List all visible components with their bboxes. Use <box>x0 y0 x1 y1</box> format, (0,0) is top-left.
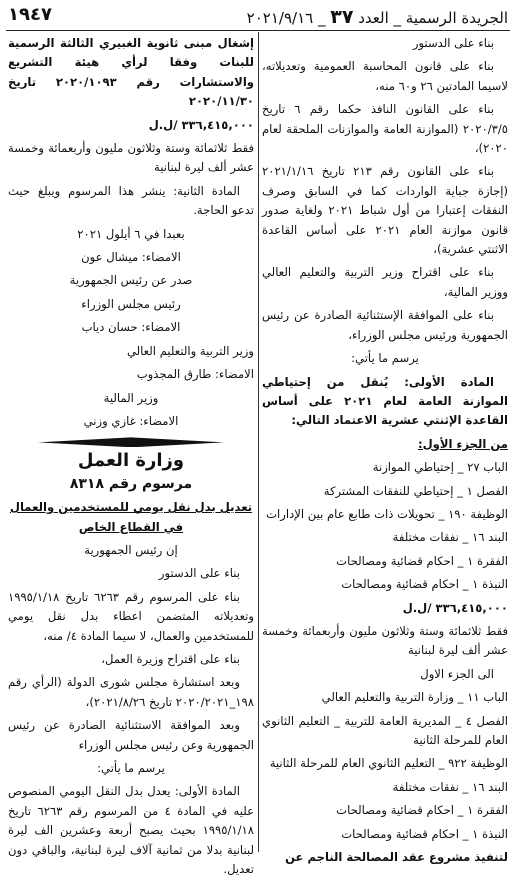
purpose-continued: إشغال مبنى ثانوية الغبيري الثالثة الرسمية للبنات وفقا لرأي هيئة التشريع والاستشارات رقم ٢٠٢٠/١٠٩٣ تاريخ ٢٠٢٠/١١/٣٠ <box>8 36 254 109</box>
signature: الامضاء: طارق المجذوب <box>136 367 254 382</box>
budget-line: الفصل ١ _ إحتياطي للنفقات المشتركة <box>323 483 508 498</box>
header-issue: ٣٧ <box>330 6 354 28</box>
amount: ٣٣٦,٤١٥,٠٠٠ /ل.ل <box>402 600 508 615</box>
amount-words: فقط ثلاثمائة وستة وثلاثون مليون وأربعمائة وخمسة عشر ألف ليرة لبنانية <box>8 141 254 175</box>
article-one: المادة الأولى: يعدل بدل النقل اليومي المنصوص عليه في المادة ٤ من المرسوم رقم ٦٢٦٣ تاريخ ١٩٩٥/١/١٨ بحيث يصبح أربعة وعشرين الف ليرة لبنانية بدلا من ثمانية آلاف ليرة لبنانية، والباقي دون تعديل. <box>8 784 254 877</box>
paragraph: بناء على القانون النافذ حكما رقم ٦ تاريخ ٢٠٢٠/٣/٥ (الموازنة العامة والموازنات الملحقة لعام ٢٠٢٠)، <box>262 102 508 156</box>
paragraph: بناء على الدستور <box>412 36 494 50</box>
paragraph: بناء على الدستور <box>158 566 240 581</box>
issued-by: صدر عن رئيس الجمهورية <box>69 273 193 288</box>
right-column <box>262 34 508 871</box>
signer-title: رئيس مجلس الوزراء <box>81 296 181 311</box>
president-line: إن رئيس الجمهورية <box>84 542 178 557</box>
budget-line: الفصل ٤ _ المديرية العامة للتربية _ التعليم الثانوي العام للمرحلة الثانية <box>262 713 508 747</box>
left-column <box>8 34 254 883</box>
ministry-heading: وزارة العمل <box>77 450 185 472</box>
header-title-line <box>247 6 508 28</box>
from-part: من الجزء الأول: <box>417 436 508 451</box>
paragraph: وبعد الموافقة الاستثنائية الصادرة عن رئيس الجمهورية وعن رئيس مجلس الوزراء <box>8 718 254 752</box>
budget-line: الباب ١١ _ وزارة التربية والتعليم العالي <box>321 690 508 705</box>
header-divider <box>6 30 510 31</box>
paragraph: بناء على القانون رقم ٢١٣ تاريخ ٢٠٢١/١/١٦ (إجازة جباية الواردات كما في السابق وصرف النفقات إعتبارا من أول شباط ٢٠٢١ ولغاية صدور قانون موازنة العام ٢٠٢١ على أساس القاعدة الاثنتي عشرية)، <box>262 164 508 257</box>
article-one: المادة الأولى: يُنقل من إحتياطي الموازنة العامة لعام ٢٠٢١ على أساس القاعدة الإثنتي عشرية الاعتماد التالي: <box>262 374 508 428</box>
section-separator <box>38 437 224 447</box>
to-part: الى الجزء الاول <box>420 666 494 681</box>
amount: ٣٣٦,٤١٥,٠٠٠ /ل.ل <box>148 117 254 132</box>
budget-line: الفقرة ١ _ احكام قضائية ومصالحات <box>336 803 508 818</box>
page-number: ١٩٤٧ <box>8 4 52 25</box>
signing-place-date: بعبدا في ٦ أيلول ٢٠٢١ <box>77 226 185 241</box>
budget-line: الوظيفة ١٩٠ _ تحويلات ذات طابع عام بين الإدارات <box>266 506 508 521</box>
column-divider <box>258 32 259 852</box>
budget-line: البند ١٦ _ نفقات مختلفة <box>392 779 508 794</box>
budget-line: الوظيفة ٩٢٢ _ التعليم الثانوي العام للمرحلة الثانية <box>269 756 508 771</box>
signature: الامضاء: غازي وزني <box>83 413 179 428</box>
paragraph: وبعد استشارة مجلس شورى الدولة (الرأي رقم ١٩٨_٢٠٢٠/٢٠٢١ تاريخ ٢٠٢١/٨/٢٦)، <box>8 675 254 709</box>
budget-line: النبذة ١ _ احكام قضائية ومصالحات <box>341 826 508 841</box>
decree-line: يرسم ما يأتي: <box>97 761 165 775</box>
signature: الامضاء: حسان دياب <box>81 320 181 335</box>
paragraph: بناء على قانون المحاسبة العمومية وتعديلاته، لاسيما المادتين ٢٦ و٦٠ منه، <box>262 59 508 93</box>
paragraph: بناء على اقتراح وزيرة العمل، <box>101 651 240 666</box>
header-title: الجريدة الرسمية _ العدد <box>358 9 508 27</box>
signature: الامضاء: ميشال عون <box>81 250 181 265</box>
purpose-line: لتنفيذ مشروع عقد المصالحة الناجم عن <box>285 850 508 865</box>
article-two: المادة الثانية: ينشر هذا المرسوم ويبلغ حيث تدعو الحاجة. <box>8 183 254 218</box>
paragraph: بناء على الموافقة الإستثنائية الصادرة عن رئيس الجمهورية ورئيس مجلس الوزراء، <box>262 308 508 342</box>
paragraph: بناء على المرسوم رقم ٦٢٦٣ تاريخ ١٩٩٥/١/١٨ وتعديلاته المتضمن اعطاء بدل نقل يومي للمستخدمين والعمال، لا سيما المادة ٤/ منه، <box>8 589 254 643</box>
budget-line: البند ١٦ _ نفقات مختلفة <box>392 530 508 545</box>
budget-line: الباب ٢٧ _ إحتياطي الموازنة <box>372 460 508 475</box>
budget-line: الفقرة ١ _ احكام قضائية ومصالحات <box>336 553 508 568</box>
decree-subject: تعديل بدل نقل يومي للمستخدمين والعمال في القطاع الخاص <box>9 500 253 534</box>
signer-title: وزير المالية <box>103 390 159 405</box>
header-date: _ ٢٠٢١/٩/١٦ <box>246 9 326 27</box>
paragraph: بناء على اقتراح وزير التربية والتعليم العالي ووزير المالية، <box>262 265 508 299</box>
signer-title: وزير التربية والتعليم العالي <box>126 343 254 358</box>
decree-line: يرسم ما يأتي: <box>351 351 419 366</box>
amount-words: فقط ثلاثمائة وستة وثلاثون مليون وأربعمائة وخمسة عشر ألف ليرة لبنانية <box>262 623 508 658</box>
page-header <box>0 0 516 30</box>
decree-number: مرسوم رقم ٨٣١٨ <box>69 475 193 492</box>
budget-line: النبذة ١ _ احكام قضائية ومصالحات <box>341 577 508 592</box>
